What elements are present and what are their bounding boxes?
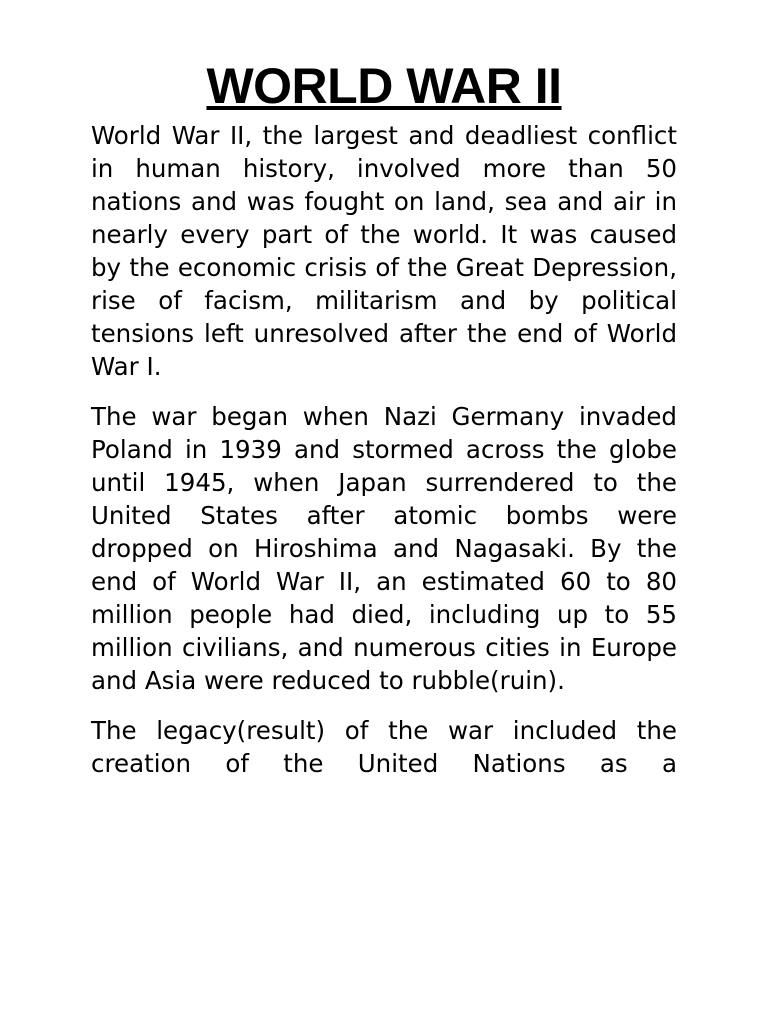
document-title: WORLD WAR II	[206, 58, 562, 114]
paragraph-legacy: The legacy(result) of the war included the creation of the United Nations as a	[91, 716, 677, 778]
paragraph-course: The war began when Nazi Germany invaded Poland in 1939 and stormed across the globe until 1945, when Japan surrendered to the United States after atomic bombs were dropped on Hiroshima and Nagasaki. By the end of World War II, an estimated 60 to 80 million people had died, including up to 55 million civilians, and numerous cities in Europe and Asia were reduced to rubble(ruin).	[91, 402, 677, 695]
paragraph-causes: World War II, the largest and deadliest conflict in human history, involved more than 50 nations and was fought on land, sea and air in nearly every part of the world. It was caused by the economic crisis of the Great Depression, rise of facism, militarism and by political tensions left unresolved after the end of World War I.	[91, 121, 677, 381]
